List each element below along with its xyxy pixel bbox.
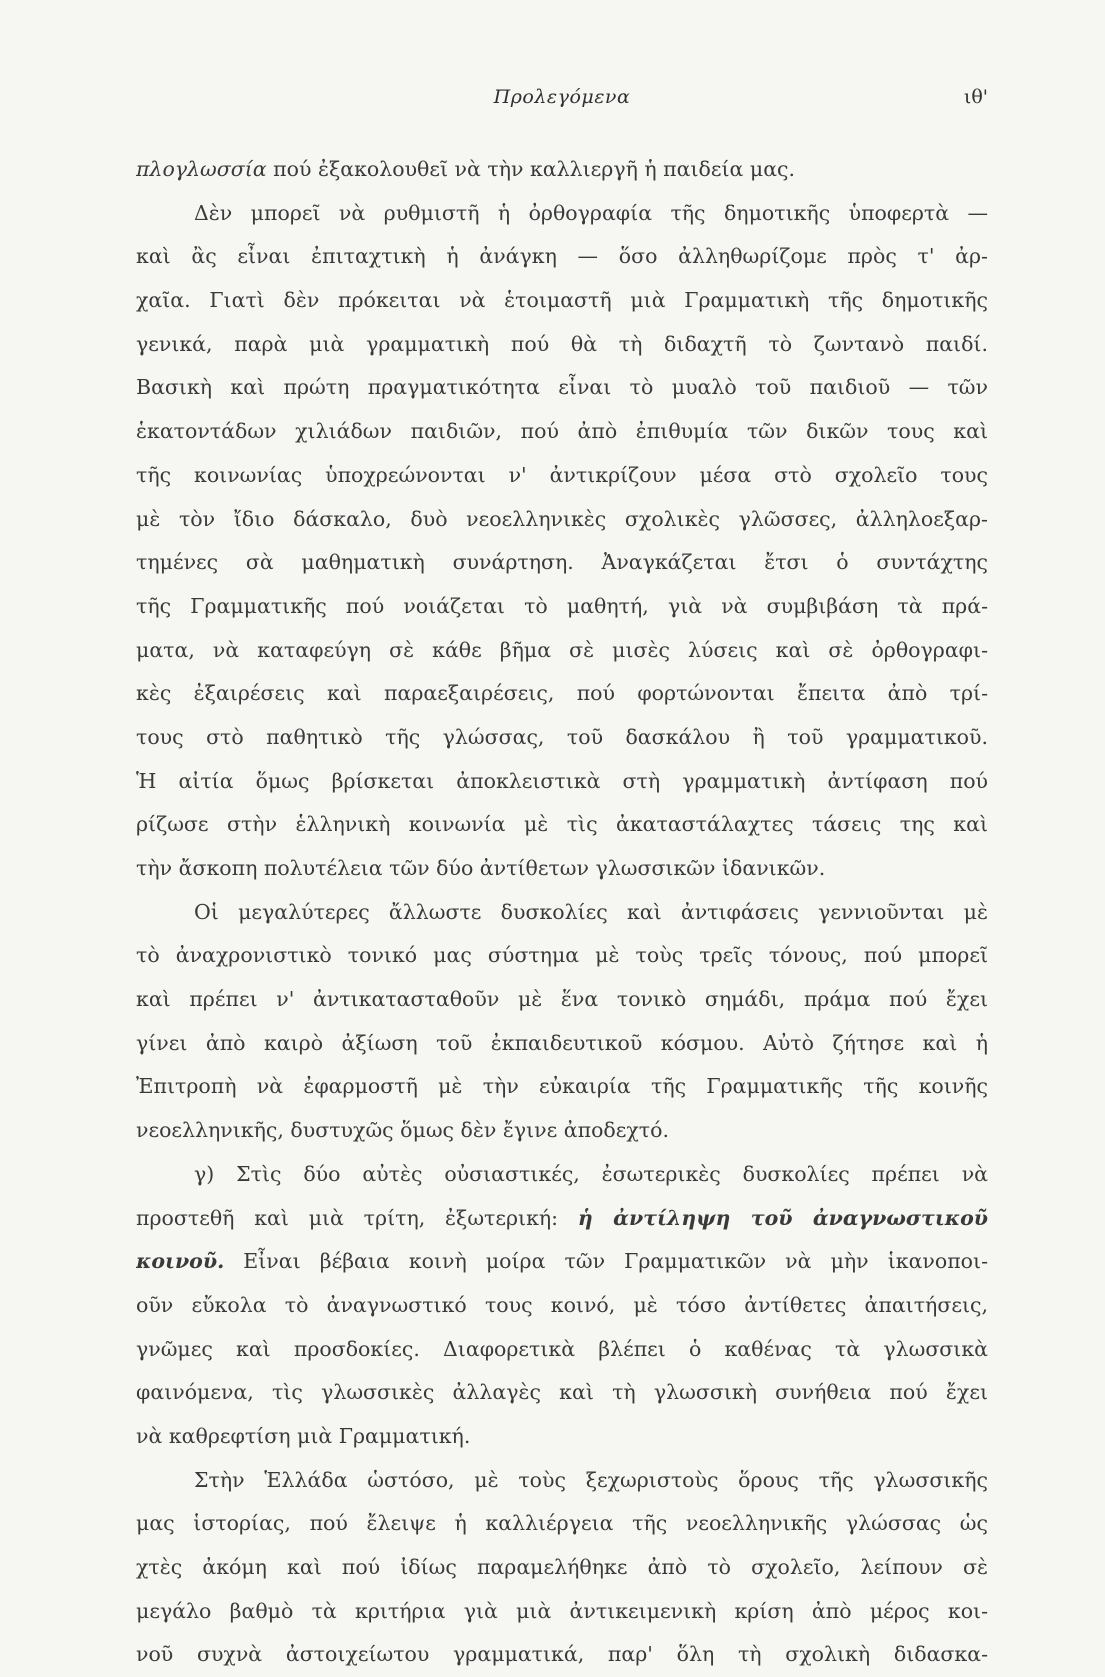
text-line [136, 192, 988, 236]
line-text: μεγάλο βαθμὸ τὰ κριτήρια γιὰ μιὰ ἀντικειμενικὴ κρίση ἀπὸ μέρος κοι- [136, 1598, 988, 1623]
line-text: ματα, νὰ καταφεύγη σὲ κάθε βῆμα σὲ μισὲς λύσεις καὶ σὲ ὀρθογραφι- [136, 637, 988, 662]
text-line [136, 541, 988, 585]
body-text [136, 148, 988, 1677]
line-text: προστεθῆ καὶ μιὰ τρίτη, ἐξωτερική: [136, 1205, 578, 1230]
line-text: νὰ καθρεφτίση μιὰ Γραμματική. [136, 1423, 471, 1448]
line-text: ἑκατοντάδων χιλιάδων παιδιῶν, πού ἀπὸ ἐπιθυμία τῶν δικῶν τους καὶ [136, 419, 988, 444]
text-line [136, 847, 988, 891]
text-line [136, 1415, 988, 1459]
line-text: κὲς ἐξαιρέσεις καὶ παραεξαιρέσεις, πού φορτώνονται ἔπειτα ἀπὸ τρί- [136, 681, 988, 706]
emphasis-text: ἡ ἀντίληψη τοῦ ἀναγνωστικοῦ [577, 1205, 988, 1230]
text-line [136, 498, 988, 542]
line-text: γνῶμες καὶ προσδοκίες. Διαφορετικὰ βλέπει ὁ καθένας τὰ γλωσσικὰ [136, 1336, 988, 1361]
line-text: Εἶναι βέβαια κοινὴ μοίρα τῶν Γραμματικῶν νὰ μὴν ἱκανοποι- [224, 1249, 988, 1274]
line-text: φαινόμενα, τὶς γλωσσικὲς ἀλλαγὲς καὶ τὴ γλωσσικὴ συνήθεια πού ἔχει [136, 1380, 988, 1405]
line-text: γίνει ἀπὸ καιρὸ ἀξίωση τοῦ ἐκπαιδευτικοῦ κόσμου. Αὐτὸ ζήτησε καὶ ἡ [136, 1030, 988, 1055]
text-line [136, 1459, 988, 1503]
line-text: τὴν ἄσκοπη πολυτέλεια τῶν δύο ἀντίθετων γλωσσικῶν ἰδανικῶν. [136, 856, 826, 880]
line-text: Βασικὴ καὶ πρώτη πραγματικότητα εἶναι τὸ μυαλὸ τοῦ παιδιοῦ — τῶν [136, 375, 988, 400]
line-text: νοῦ συχνὰ ἀστοιχείωτου γραμματικά, παρ' ὅλη τὴ σχολικὴ διδασκα- [136, 1642, 988, 1667]
line-text: τημένες σὰ μαθηματικὴ συνάρτηση. Ἀναγκάζεται ἔτσι ὁ συντάχτης [136, 550, 988, 575]
line-text: γενικά, παρὰ μιὰ γραμματικὴ πού θὰ τὴ διδαχτῆ τὸ ζωντανὸ παιδί. [136, 331, 988, 356]
text-line [136, 1153, 988, 1197]
text-line [136, 1328, 988, 1372]
text-line [136, 279, 988, 323]
line-text: πού ἐξακολουθεῖ νὰ τὴν καλλιεργῆ ἡ παιδεία μας. [266, 157, 796, 181]
text-line [136, 366, 988, 410]
text-line [136, 454, 988, 498]
text-line [136, 978, 988, 1022]
text-line [136, 891, 988, 935]
line-text: ρίζωσε στὴν ἑλληνικὴ κοινωνία μὲ τὶς ἀκαταστάλαχτες τάσεις της καὶ [136, 812, 988, 837]
line-text: τὸ ἀναχρονιστικὸ τονικό μας σύστημα μὲ τοὺς τρεῖς τόνους, πού μπορεῖ [136, 943, 988, 968]
running-title: Προλεγόμενα [493, 86, 631, 108]
text-line [136, 585, 988, 629]
text-line [136, 1197, 988, 1241]
running-head [136, 86, 988, 116]
line-text: τῆς Γραμματικῆς πού νοιάζεται τὸ μαθητή, γιὰ νὰ συμβιβάση τὰ πρά- [136, 593, 988, 618]
line-text: χτὲς ἀκόμη καὶ πού ἰδίως παραμελήθηκε ἀπὸ τὸ σχολεῖο, λείπουν σὲ [136, 1555, 988, 1579]
text-line [136, 716, 988, 760]
emphasis-text: πλογλωσσία [136, 157, 267, 181]
text-line [136, 1022, 988, 1066]
text-line [136, 410, 988, 454]
line-text: καὶ ἂς εἶναι ἐπιταχτικὴ ἡ ἀνάγκη — ὅσο ἀλληθωρίζομε πρὸς τ' ἀρ- [136, 244, 988, 269]
line-text: μας ἱστορίας, πού ἔλειψε ἡ καλλιέργεια τῆς νεοελληνικῆς γλώσσας ὡς [136, 1511, 988, 1536]
line-text: χαῖα. Γιατὶ δὲν πρόκειται νὰ ἑτοιμαστῆ μιὰ Γραμματικὴ τῆς δημοτικῆς [136, 288, 988, 313]
text-line [136, 803, 988, 847]
text-line [136, 1240, 988, 1284]
line-text: οῦν εὔκολα τὸ ἀναγνωστικό τους κοινό, μὲ τόσο ἀντίθετες ἀπαιτήσεις, [136, 1292, 988, 1317]
text-line [136, 934, 988, 978]
text-line [136, 1284, 988, 1328]
text-line [136, 1546, 988, 1590]
text-line [136, 629, 988, 673]
line-text: καὶ πρέπει ν' ἀντικατασταθοῦν μὲ ἕνα τονικὸ σημάδι, πράμα πού ἔχει [136, 987, 988, 1012]
line-text: νεοελληνικῆς, δυστυχῶς ὅμως δὲν ἔγινε ἀποδεχτό. [136, 1118, 669, 1143]
line-text: γ) Στὶς δύο αὐτὲς οὐσιαστικές, ἐσωτερικὲς δυσκολίες πρέπει νὰ [194, 1161, 988, 1186]
text-line [136, 1065, 988, 1109]
text-line [136, 760, 988, 804]
line-text: τους στὸ παθητικὸ τῆς γλώσσας, τοῦ δασκάλου ἢ τοῦ γραμματικοῦ. [136, 724, 988, 749]
text-line [136, 323, 988, 367]
emphasis-text: κοινοῦ. [136, 1249, 225, 1274]
line-text: Δὲν μπορεῖ νὰ ρυθμιστῆ ἡ ὀρθογραφία τῆς δημοτικῆς ὑποφερτὰ — [194, 200, 988, 225]
text-line [136, 1633, 988, 1677]
line-text: μὲ τὸν ἴδιο δάσκαλο, δυὸ νεοελληνικὲς σχολικὲς γλῶσσες, ἀλληλοεξαρ- [136, 506, 988, 531]
line-text: Στὴν Ἑλλάδα ὡστόσο, μὲ τοὺς ξεχωριστοὺς ὅρους τῆς γλωσσικῆς [194, 1467, 988, 1492]
line-text: τῆς κοινωνίας ὑποχρεώνονται ν' ἀντικρίζουν μέσα στὸ σχολεῖο τους [136, 462, 988, 487]
text-line [136, 672, 988, 716]
text-line [136, 235, 988, 279]
page-number: ιθ' [963, 86, 988, 108]
text-line [136, 1371, 988, 1415]
line-text: Οἱ μεγαλύτερες ἄλλωστε δυσκολίες καὶ ἀντιφάσεις γεννιοῦνται μὲ [194, 899, 988, 924]
text-line [136, 1502, 988, 1546]
line-text: Ἡ αἰτία ὅμως βρίσκεται ἀποκλειστικὰ στὴ γραμματικὴ ἀντίφαση πού [136, 768, 988, 793]
line-text: Ἐπιτροπὴ νὰ ἐφαρμοστῆ μὲ τὴν εὐκαιρία τῆς Γραμματικῆς τῆς κοινῆς [136, 1074, 988, 1099]
text-line [136, 1109, 988, 1153]
text-line [136, 148, 988, 192]
text-line [136, 1590, 988, 1634]
